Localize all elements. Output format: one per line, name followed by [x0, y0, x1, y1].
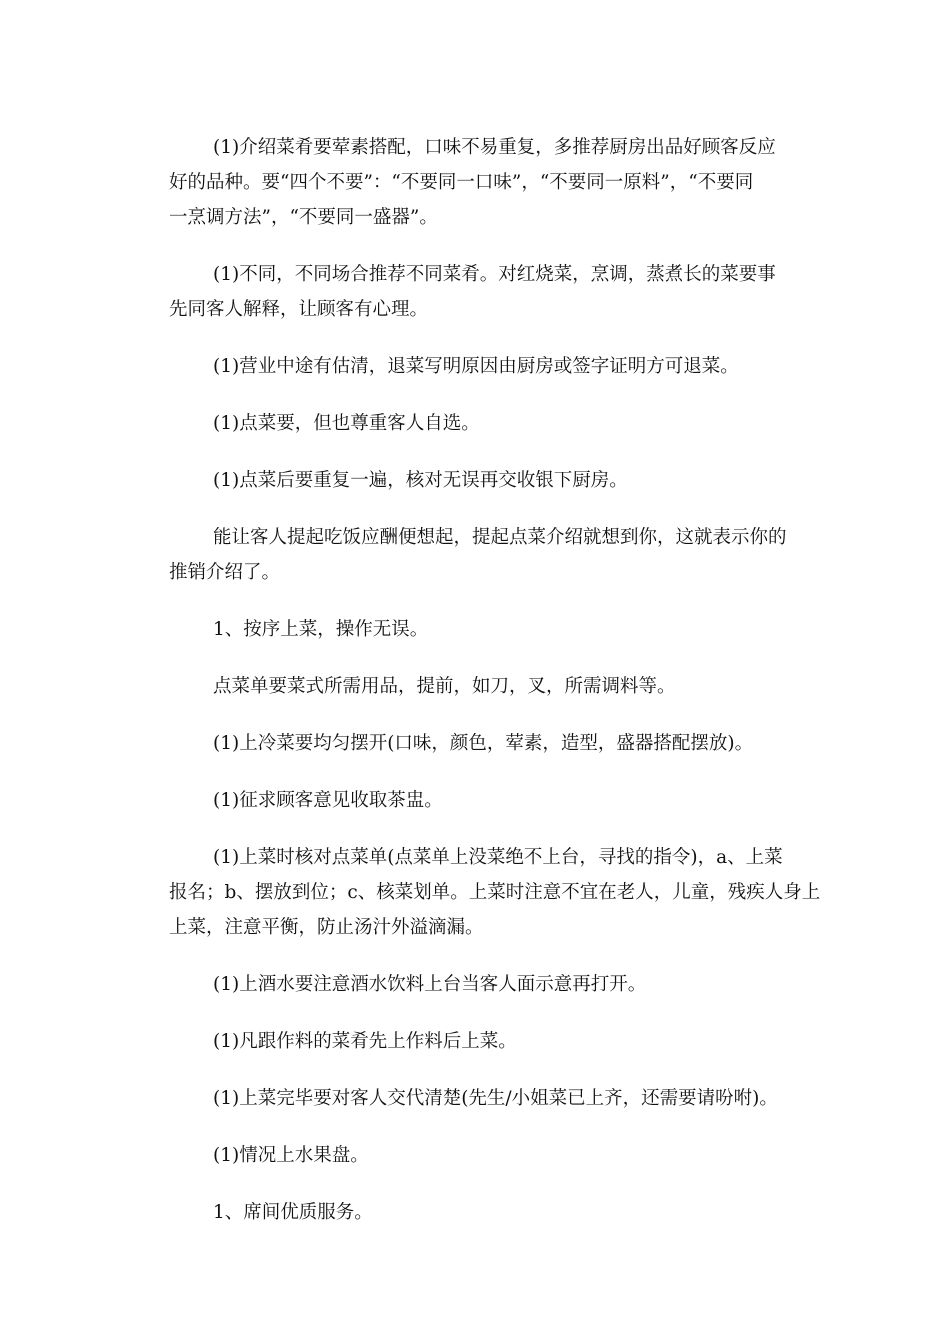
paragraph-9 [213, 726, 813, 761]
text-line: (1)征求顾客意见收取茶盅。 [213, 790, 443, 811]
text-line: 1、席间优质服务。 [213, 1202, 373, 1223]
text-line: 报名；b、摆放到位；c、核菜划单。上菜时注意不宜在老人，儿童，残疾人身上 [169, 882, 821, 903]
text-line: 先同客人解释，让顾客有心理。 [169, 299, 429, 320]
text-line: (1)凡跟作料的菜肴先上作料后上菜。 [213, 1031, 517, 1052]
text-line: 推销介绍了。 [169, 562, 281, 583]
text-line: (1)不同，不同场合推荐不同菜肴。对红烧菜，烹调，蒸煮长的菜要事 [213, 264, 776, 285]
text-line: (1)上冷菜要均匀摆开(口味，颜色，荤素，造型，盛器搭配摆放)。 [213, 733, 754, 754]
text-line: (1)点菜后要重复一遍，核对无误再交收银下厨房。 [213, 470, 628, 491]
paragraph-1 [169, 130, 813, 235]
paragraph-6 [169, 520, 813, 590]
paragraph-7 [213, 612, 813, 647]
text-line: (1)上菜时核对点菜单(点菜单上没菜绝不上台，寻找的指令)，a、上菜 [213, 847, 783, 868]
text-line: (1)上酒水要注意酒水饮料上台当客人面示意再打开。 [213, 974, 647, 995]
paragraph-5 [213, 463, 813, 498]
text-line: (1)营业中途有估清，退菜写明原因由厨房或签字证明方可退菜。 [213, 356, 739, 377]
paragraph-11 [169, 840, 821, 945]
paragraph-15 [213, 1138, 813, 1173]
text-line: 上菜，注意平衡，防止汤汁外溢滴漏。 [169, 917, 484, 938]
paragraph-16 [213, 1195, 813, 1230]
paragraph-8 [213, 669, 813, 704]
text-line: (1)上菜完毕要对客人交代清楚(先生/小姐菜已上齐，还需要请吩咐)。 [213, 1088, 778, 1109]
paragraph-4 [213, 406, 813, 441]
paragraph-14 [213, 1081, 813, 1116]
text-line: 一烹调方法”，“不要同一盛器”。 [169, 207, 438, 228]
text-line: 能让客人提起吃饭应酬便想起，提起点菜介绍就想到你，这就表示你的 [213, 527, 787, 548]
paragraph-10 [213, 783, 813, 818]
text-line: 好的品种。要“四个不要”：“不要同一口味”，“不要同一原料”，“不要同 [169, 172, 754, 193]
text-line: 1、按序上菜，操作无误。 [213, 619, 429, 640]
paragraph-2 [169, 257, 813, 327]
text-line: (1)介绍菜肴要荤素搭配，口味不易重复，多推荐厨房出品好顾客反应 [213, 137, 776, 158]
text-line: 点菜单要菜式所需用品，提前，如刀，叉，所需调料等。 [213, 676, 676, 697]
paragraph-12 [213, 967, 813, 1002]
document-body [169, 130, 821, 1252]
paragraph-13 [213, 1024, 813, 1059]
text-line: (1)点菜要，但也尊重客人自选。 [213, 413, 480, 434]
paragraph-3 [213, 349, 813, 384]
text-line: (1)情况上水果盘。 [213, 1145, 369, 1166]
